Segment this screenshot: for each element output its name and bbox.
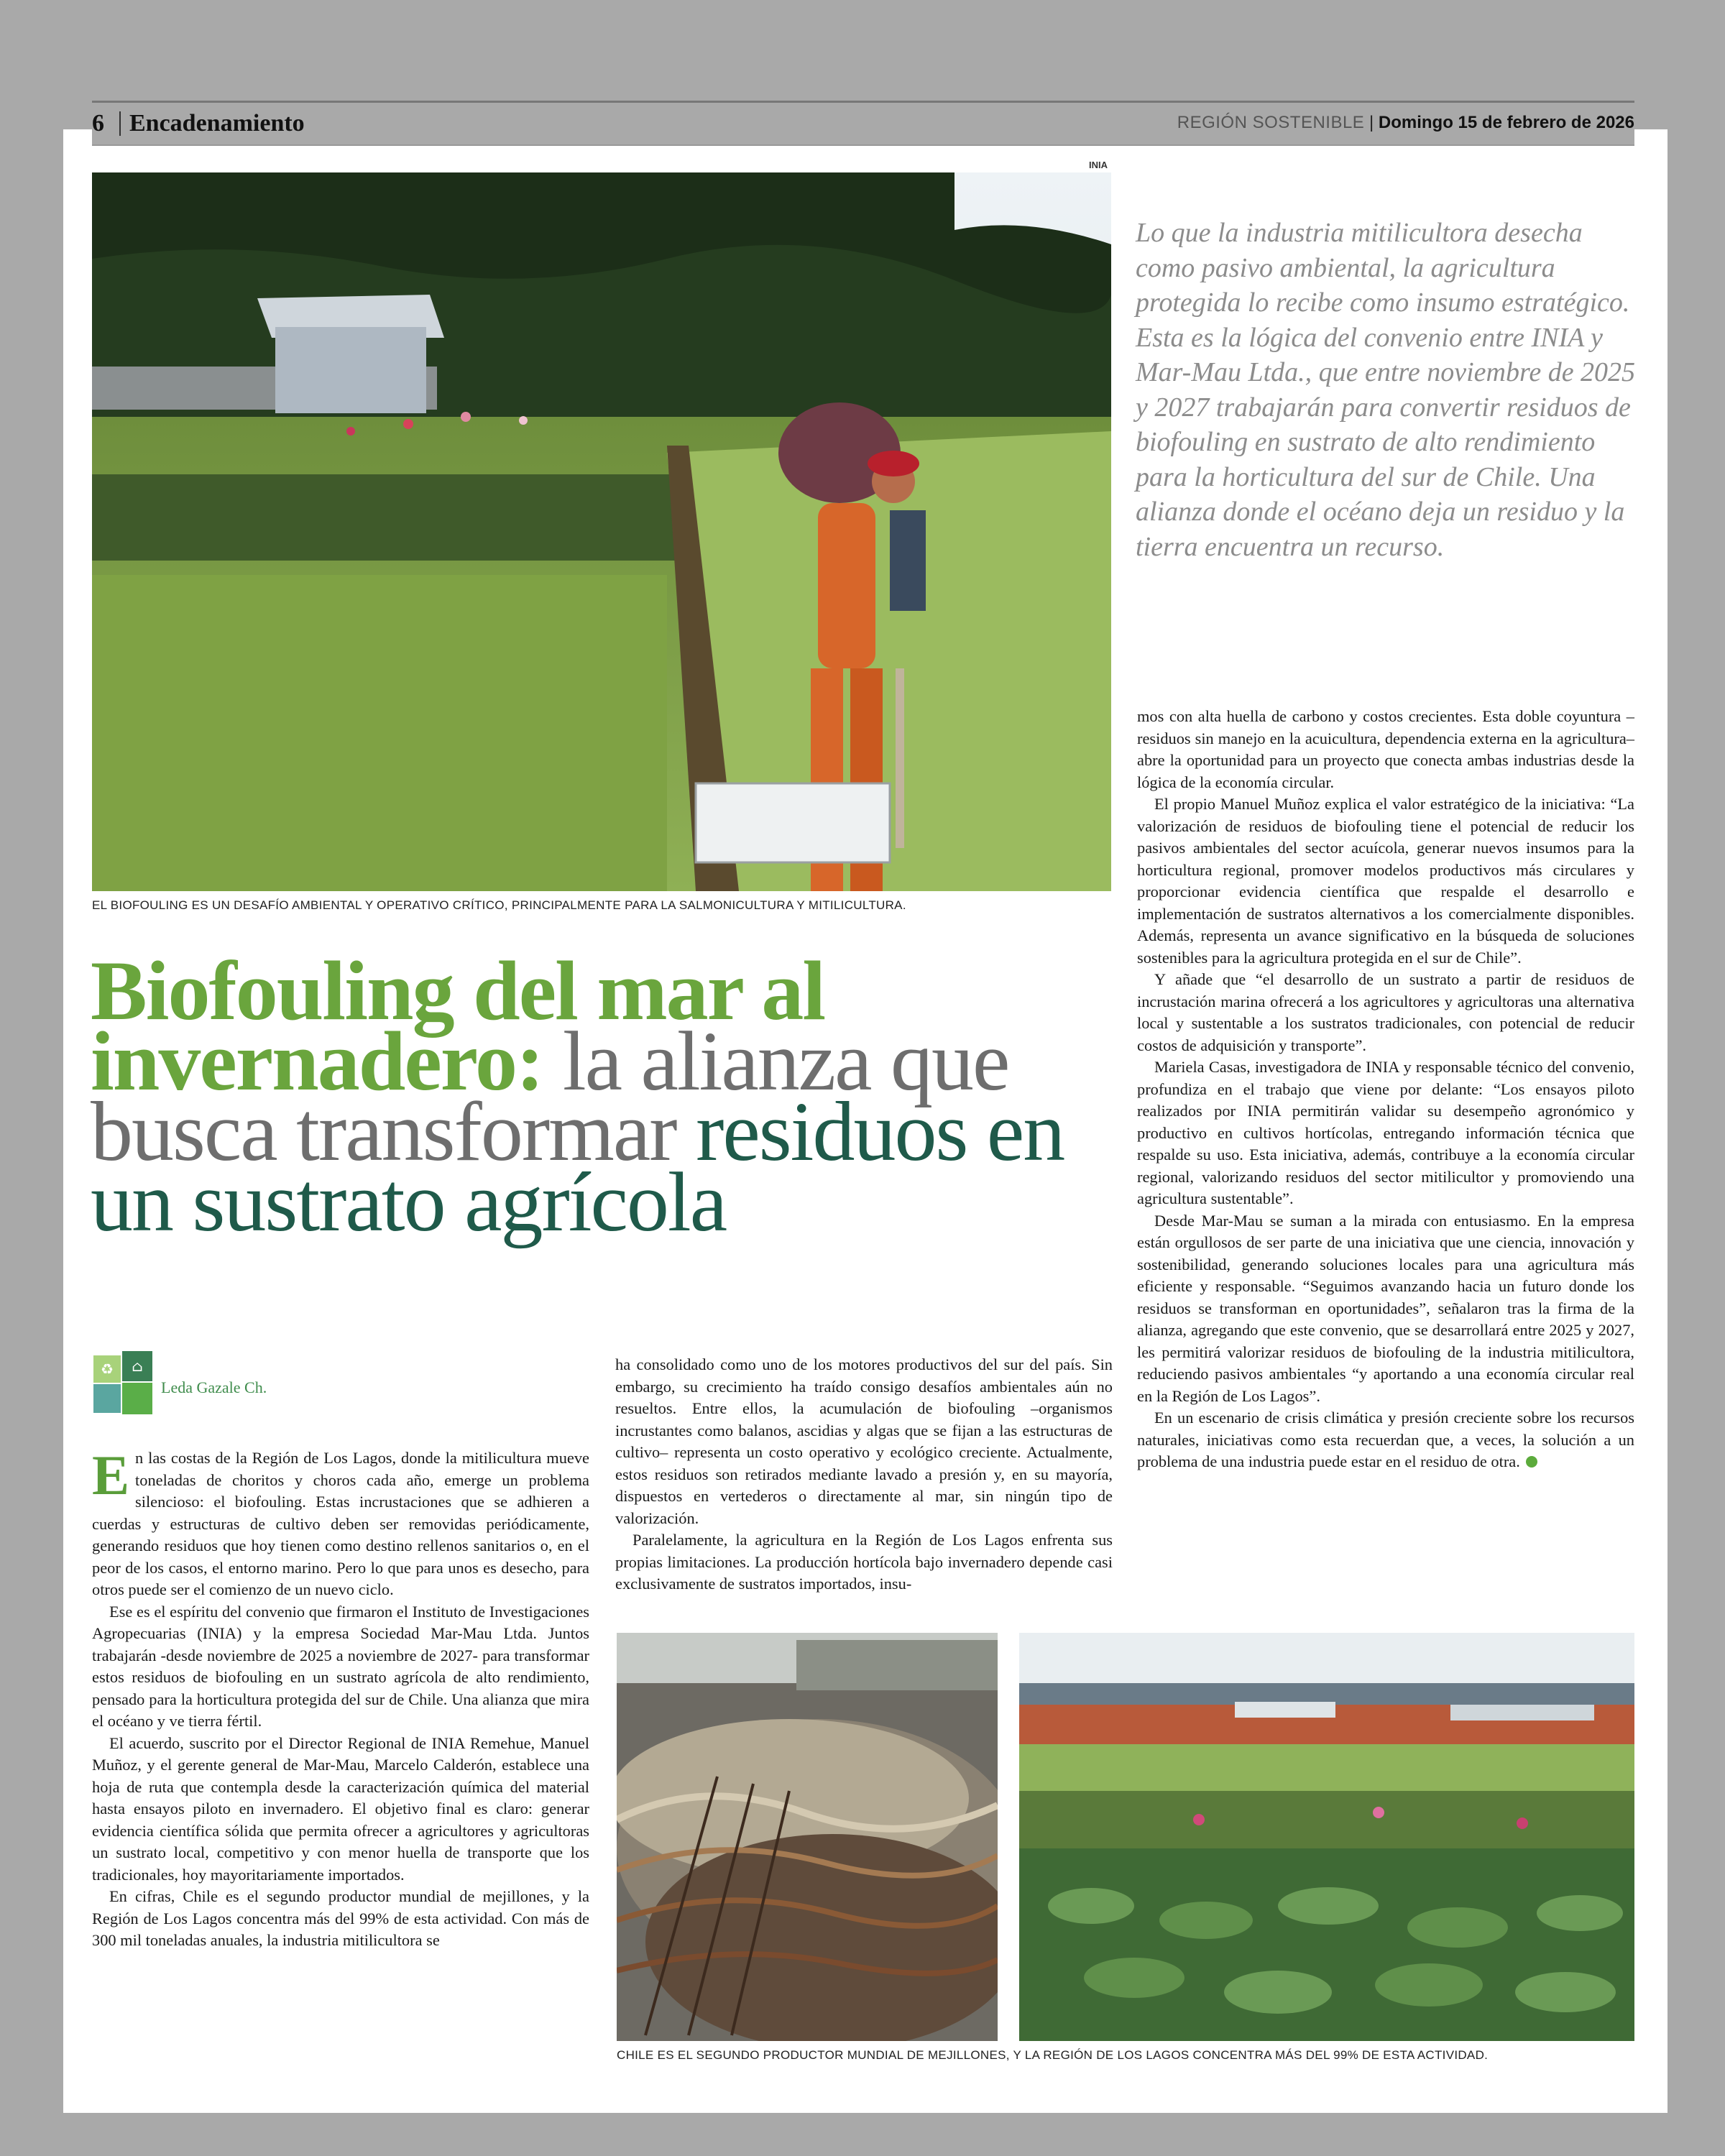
top-photo-caption: EL BIOFOULING ES UN DESAFÍO AMBIENTAL Y OPERATIVO CRÍTICO, PRINCIPALMENTE PARA LA SALMONICULTURA Y MITILICULTURA. [92, 898, 906, 912]
photo-farmer-field [92, 172, 1111, 891]
bottom-photo-caption: CHILE ES EL SEGUNDO PRODUCTOR MUNDIAL DE MEJILLONES, Y LA REGIÓN DE LOS LAGOS CONCENTRA MÁS DEL 99% DE ESTA ACTIVIDAD. [617, 2048, 1489, 2062]
horticulture-field-image [1019, 1633, 1634, 2041]
region-sostenible-logo-icon [93, 1351, 152, 1414]
photo-biofouling-ropes [617, 1633, 998, 2041]
svg-text:♻: ♻ [101, 1360, 114, 1378]
paragraph: Ese es el espíritu del convenio que firmaron el Instituto de Investigaciones Agropecuarias (INIA) y la empresa Sociedad Mar-Mau Ltda. Juntos trabajarán -desde noviembre de 2025 a noviembre de 2027- para transformar estos residuos de biofouling en un sustrato agrícola de alto rendimiento, pensado para la horticultura protegida del sur de Chile. Una alianza que mira el océano y ve tierra fértil. [92, 1602, 589, 1730]
paragraph: mos con alta huella de carbono y costos crecientes. Esta doble coyuntura –residuos sin manejo en la acuicultura, dependencia externa en la agricultura– abre la oportunidad para un proyecto que conecta ambas industrias desde la lógica de la economía circular. [1137, 707, 1634, 791]
headline-part-gray: la alianza que busca transformar [91, 1014, 1009, 1179]
header-divider [119, 111, 121, 136]
photo-credit: INIA [1089, 160, 1108, 170]
header-separator: | [1368, 113, 1374, 132]
end-mark-icon [1526, 1456, 1537, 1468]
section-title: Encadenamiento [129, 110, 305, 137]
headline-part-green: Biofouling del mar al invernadero: [91, 944, 825, 1108]
farmer-field-image [92, 172, 1111, 891]
issue-date: Domingo 15 de febrero de 2026 [1378, 113, 1634, 132]
article-column-1 [92, 1444, 589, 1952]
paragraph: Y añade que “el desarrollo de un sustrato a partir de residuos de incrustación marina ofrecerá a los agricultores y agricultoras una alternativa local y sustentable a los sustratos tradicionales, con potencial de reducir costos de adquisición y transporte”. [1137, 970, 1634, 1054]
paragraph: El propio Manuel Muñoz explica el valor estratégico de la iniciativa: “La valorización de residuos de biofouling tiene el potencial de reducir los pasivos ambientales del sector acuícola, generar nuevos insumos para la horticultura regional, promover modelos productivos más circulares y proporcionar evidencia científica que respalde el desarrollo e implementación de sustratos alternativos a los comercialmente disponibles. Además, representa un avance significativo en la búsqueda de soluciones sostenibles para la agricultura protegida en el sur de Chile”. [1137, 795, 1634, 967]
article-column-2 [615, 1354, 1113, 1595]
header-right [1177, 113, 1634, 133]
article-column-3 [1137, 706, 1634, 1473]
headline-part-teal: residuos en un sustrato agrícola [91, 1084, 1064, 1249]
paragraph: En cifras, Chile es el segundo productor mundial de mejillones, y la Región de Los Lagos concentra más del 99% de esta actividad. Con más de 300 mil toneladas anuales, la industria mitilicultora se [92, 1887, 589, 1949]
photo-horticulture-field [1019, 1633, 1634, 2041]
paragraph: En las costas de la Región de Los Lagos, donde la mitilicultura mueve toneladas de choritos y choros cada año, emerge un problema silencioso: el biofouling. Estas incrustaciones que se adhieren a cuerdas y estructuras de cultivo deben ser removidas periódicamente, generando residuos que hoy tienen como destino rellenos sanitarios o, en el peor de los casos, el entorno marino. Pero lo que para unos es desecho, para otros puede ser el comienzo de un nuevo ciclo. [92, 1444, 589, 1598]
paragraph: El acuerdo, suscrito por el Director Regional de INIA Remehue, Manuel Muñoz, y el gerente general de Mar-Mau, Marcelo Calderón, establece una hoja de ruta que contempla desde la caracterización química del material hasta ensayos piloto en invernadero. El objetivo final es claro: generar evidencia científica sólida que permita ofrecer a agricultores y agricultoras un sustrato local, competitivo y con menor huella de transporte que los tradicionales, hoy mayoritariamente importados. [92, 1733, 589, 1884]
author-byline: Leda Gazale Ch. [161, 1378, 267, 1396]
paragraph: Mariela Casas, investigadora de INIA y responsable técnico del convenio, profundiza en el trabajo que viene por delante: “Los ensayos piloto realizados por INIA permitirán validar su desempeño agronómico y productivo en cultivos hortícolas, entregando información técnica que respalde su uso. Esta iniciativa, además, contribuye a la economía circular regional, valorizando residuos del sector mitilicultor y promoviendo una agricultura sustentable”. [1137, 1058, 1634, 1207]
drop-cap: E [92, 1444, 130, 1506]
headline [91, 944, 1111, 1249]
paragraph: ha consolidado como uno de los motores productivos del sur del país. Sin embargo, su crecimiento ha traído consigo desafíos ambientales aún no resueltos. Entre ellos, la acumulación de biofouling –organismos incrustantes como balanos, ascidias y algas que se fijan a las estructuras de cultivo– representa un costo operativo y ecológico creciente. Actualmente, estos residuos son retirados mediante lavado a presión y, en su mayoría, dispuestos en vertederos o directamente al mar, sin ningún tipo de valorización. [615, 1355, 1113, 1527]
paragraph: Desde Mar-Mau se suman a la mirada con entusiasmo. En la empresa están orgullosos de ser parte de una iniciativa que une ciencia, innovación y sostenibilidad, generando soluciones locales para una agricultura más eficiente y responsable. “Seguimos avanzando hacia un futuro donde los residuos se transforman en oportunidades”, señalaron tras la firma de la alianza, agregando que este convenio, que se desarrollará entre 2025 y 2027, les permitirá valorizar residuos de biofouling de la industria mitilicultora, reduciendo pasivos ambientales “y aportando a una economía circular real en la Región de Los Lagos”. [1137, 1211, 1634, 1405]
biofouling-ropes-image [617, 1633, 998, 2041]
paragraph: En un escenario de crisis climática y presión creciente sobre los recursos naturales, iniciativas como esta recuerdan que, a veces, la solución a un problema de una industria puede estar en el residuo de otra. [1137, 1409, 1634, 1470]
svg-text:⌂: ⌂ [132, 1358, 143, 1375]
page-number: 6 [92, 110, 104, 137]
paragraph: Paralelamente, la agricultura en la Región de Los Lagos enfrenta sus propias limitaciones. La producción hortícola bajo invernadero depende casi exclusivamente de sustratos importados, insu- [615, 1531, 1113, 1593]
page-header [92, 101, 1634, 146]
lead-paragraph: Lo que la industria mitilicultora desecha como pasivo ambiental, la agricultura protegida lo recibe como insumo estratégico. Esta es la lógica del convenio entre INIA y Mar-Mau Ltda., que entre noviembre de 2025 y 2027 trabajarán para convertir residuos de biofouling en sustrato de alto rendimiento para la horticultura del sur de Chile. Una alianza donde el océano deja un residuo y la tierra encuentra un recurso. [1136, 218, 1636, 562]
publication-name: REGIÓN SOSTENIBLE [1177, 113, 1365, 132]
